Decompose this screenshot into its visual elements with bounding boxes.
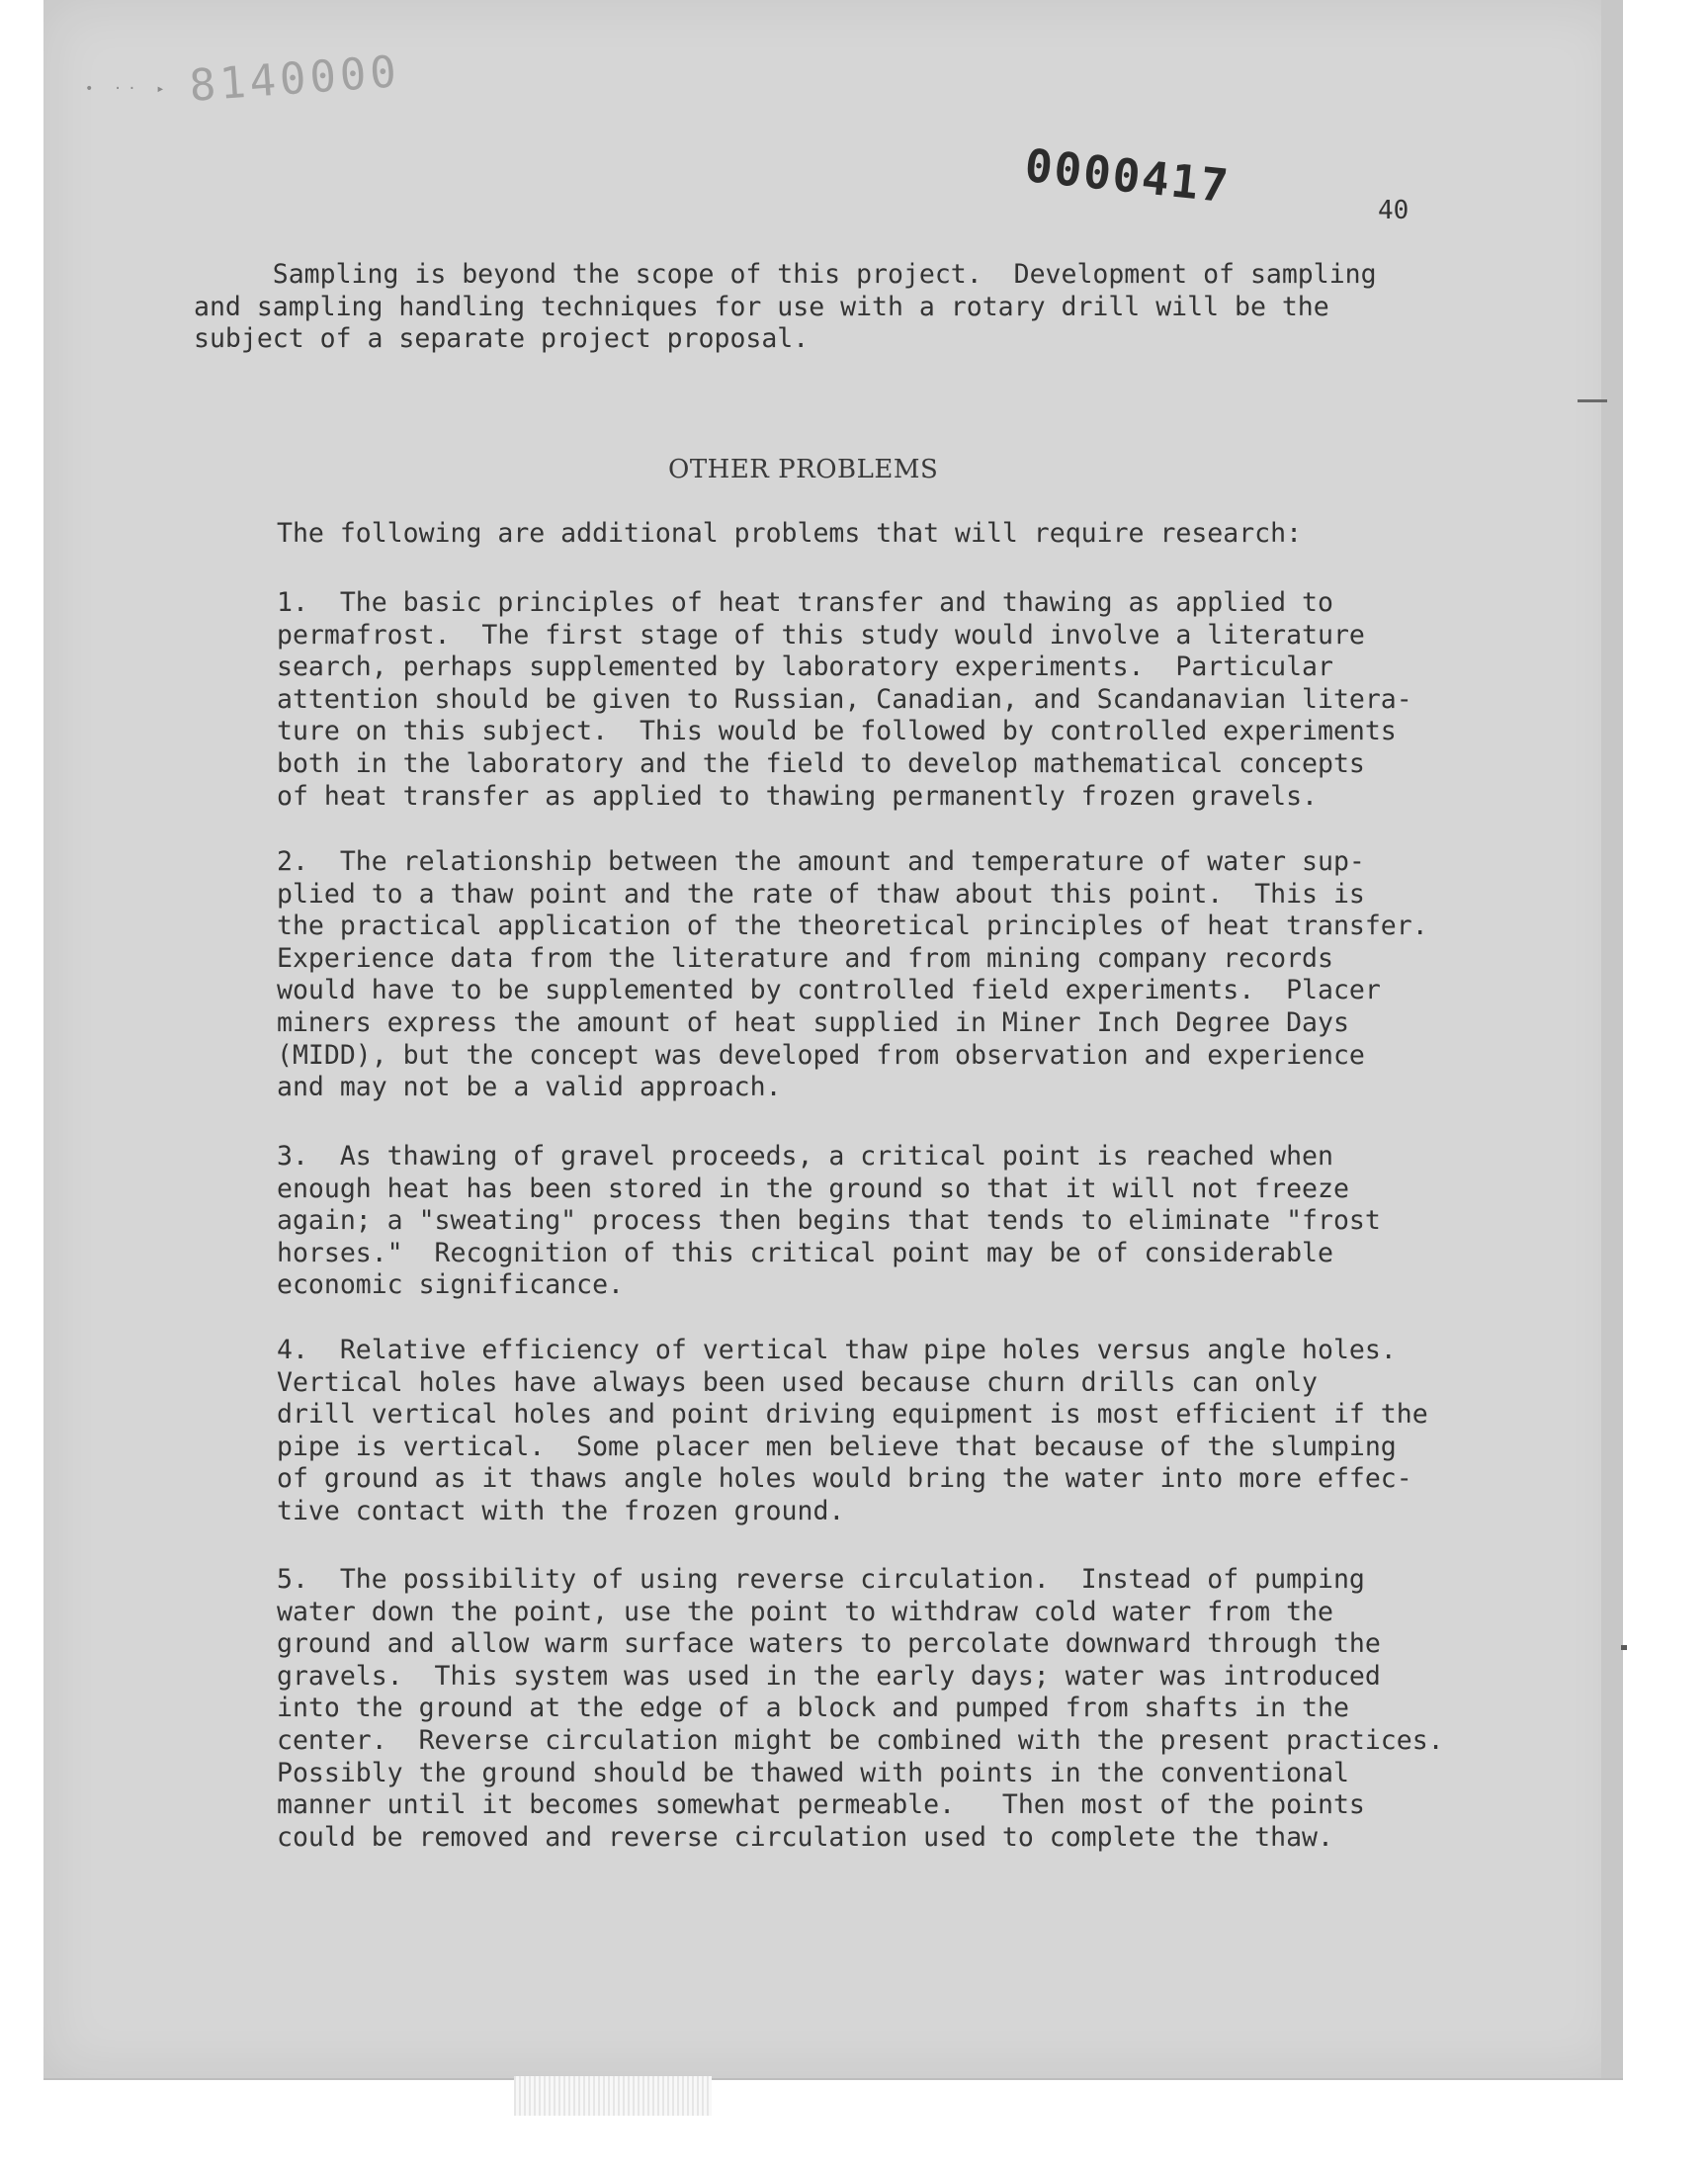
text-line: 1. The basic principles of heat transfer and thawing as applied to <box>277 587 1333 618</box>
text-line: ture on this subject. This would be followed by controlled experiments <box>277 716 1397 747</box>
problem-item-1 <box>277 587 1512 813</box>
text-line: horses." Recognition of this critical point may be of considerable <box>277 1237 1333 1268</box>
intro-paragraph <box>194 259 1498 356</box>
text-line: ground and allow warm surface waters to percolate downward through the <box>277 1628 1381 1660</box>
text-line: plied to a thaw point and the rate of thaw about this point. This is <box>277 878 1365 910</box>
text-line: search, perhaps supplemented by laboratory experiments. Particular <box>277 652 1333 683</box>
text-line: miners express the amount of heat supplied in Miner Inch Degree Days <box>277 1006 1349 1038</box>
text-line: Experience data from the literature and from mining company records <box>277 942 1333 974</box>
text-line: of heat transfer as applied to thawing permanently frozen gravels. <box>277 780 1318 812</box>
text-line: manner until it becomes somewhat permeable. Then most of the points <box>277 1789 1365 1821</box>
text-line: attention should be given to Russian, Canadian, and Scandanavian litera- <box>277 683 1412 715</box>
problem-item-4 <box>277 1335 1512 1528</box>
section-heading: OTHER PROBLEMS <box>668 455 939 484</box>
text-line: 2. The relationship between the amount and temperature of water sup- <box>277 846 1365 877</box>
text-line: subject of a separate project proposal. <box>194 323 810 354</box>
section-intro: The following are additional problems that will require research: <box>277 518 1303 549</box>
faint-stamp-number: 8140000 <box>188 46 402 112</box>
page-edge-shadow <box>1601 0 1623 2078</box>
text-line: Sampling is beyond the scope of this project. Development of sampling <box>194 259 1377 290</box>
problem-item-3 <box>277 1141 1512 1302</box>
text-line: would have to be supplemented by controlled field experiments. Placer <box>277 975 1381 1006</box>
margin-mark <box>1578 399 1607 402</box>
text-line: water down the point, use the point to withdraw cold water from the <box>277 1596 1333 1627</box>
text-line: could be removed and reverse circulation used to complete the thaw. <box>277 1821 1333 1853</box>
text-line: of ground as it thaws angle holes would bring the water into more effec- <box>277 1463 1412 1495</box>
text-line: 4. Relative efficiency of vertical thaw pipe holes versus angle holes. <box>277 1335 1397 1365</box>
text-line: Possibly the ground should be thawed with points in the conventional <box>277 1757 1349 1788</box>
text-line: enough heat has been stored in the ground so that it will not freeze <box>277 1173 1349 1204</box>
text-line: (MIDD), but the concept was developed from observation and experience <box>277 1039 1365 1071</box>
text-line: and may not be a valid approach. <box>277 1072 782 1103</box>
text-line: and sampling handling techniques for use with a rotary drill will be the <box>194 291 1329 322</box>
text-line: again; a "sweating" process then begins that tends to eliminate "frost <box>277 1205 1381 1237</box>
text-line: both in the laboratory and the field to develop mathematical concepts <box>277 747 1365 779</box>
stamp-marks: • ·· ▸ <box>85 81 171 97</box>
text-line: 3. As thawing of gravel proceeds, a critical point is reached when <box>277 1141 1333 1172</box>
text-line: center. Reverse circulation might be combined with the present practices. <box>277 1724 1444 1756</box>
problem-item-2 <box>277 846 1512 1104</box>
scan-artifact-bottom <box>514 2076 712 2116</box>
margin-mark <box>1621 1645 1627 1650</box>
text-line: Vertical holes have always been used because churn drills can only <box>277 1366 1318 1398</box>
problem-item-5 <box>277 1564 1512 1854</box>
text-line: the practical application of the theoretical principles of heat transfer. <box>277 911 1428 942</box>
text-line: pipe is vertical. Some placer men believe that because of the slumping <box>277 1431 1397 1462</box>
text-line: permafrost. The first stage of this study would involve a literature <box>277 619 1365 651</box>
page-number: 40 <box>1378 196 1409 225</box>
document-stamp-number: 0000417 <box>1022 138 1233 214</box>
text-line: gravels. This system was used in the early days; water was introduced <box>277 1660 1381 1692</box>
text-line: 5. The possibility of using reverse circulation. Instead of pumping <box>277 1564 1365 1595</box>
text-line: into the ground at the edge of a block and pumped from shafts in the <box>277 1693 1349 1724</box>
text-line: drill vertical holes and point driving equipment is most efficient if the <box>277 1399 1428 1431</box>
text-line: economic significance. <box>277 1269 624 1301</box>
text-line: tive contact with the frozen ground. <box>277 1495 845 1526</box>
